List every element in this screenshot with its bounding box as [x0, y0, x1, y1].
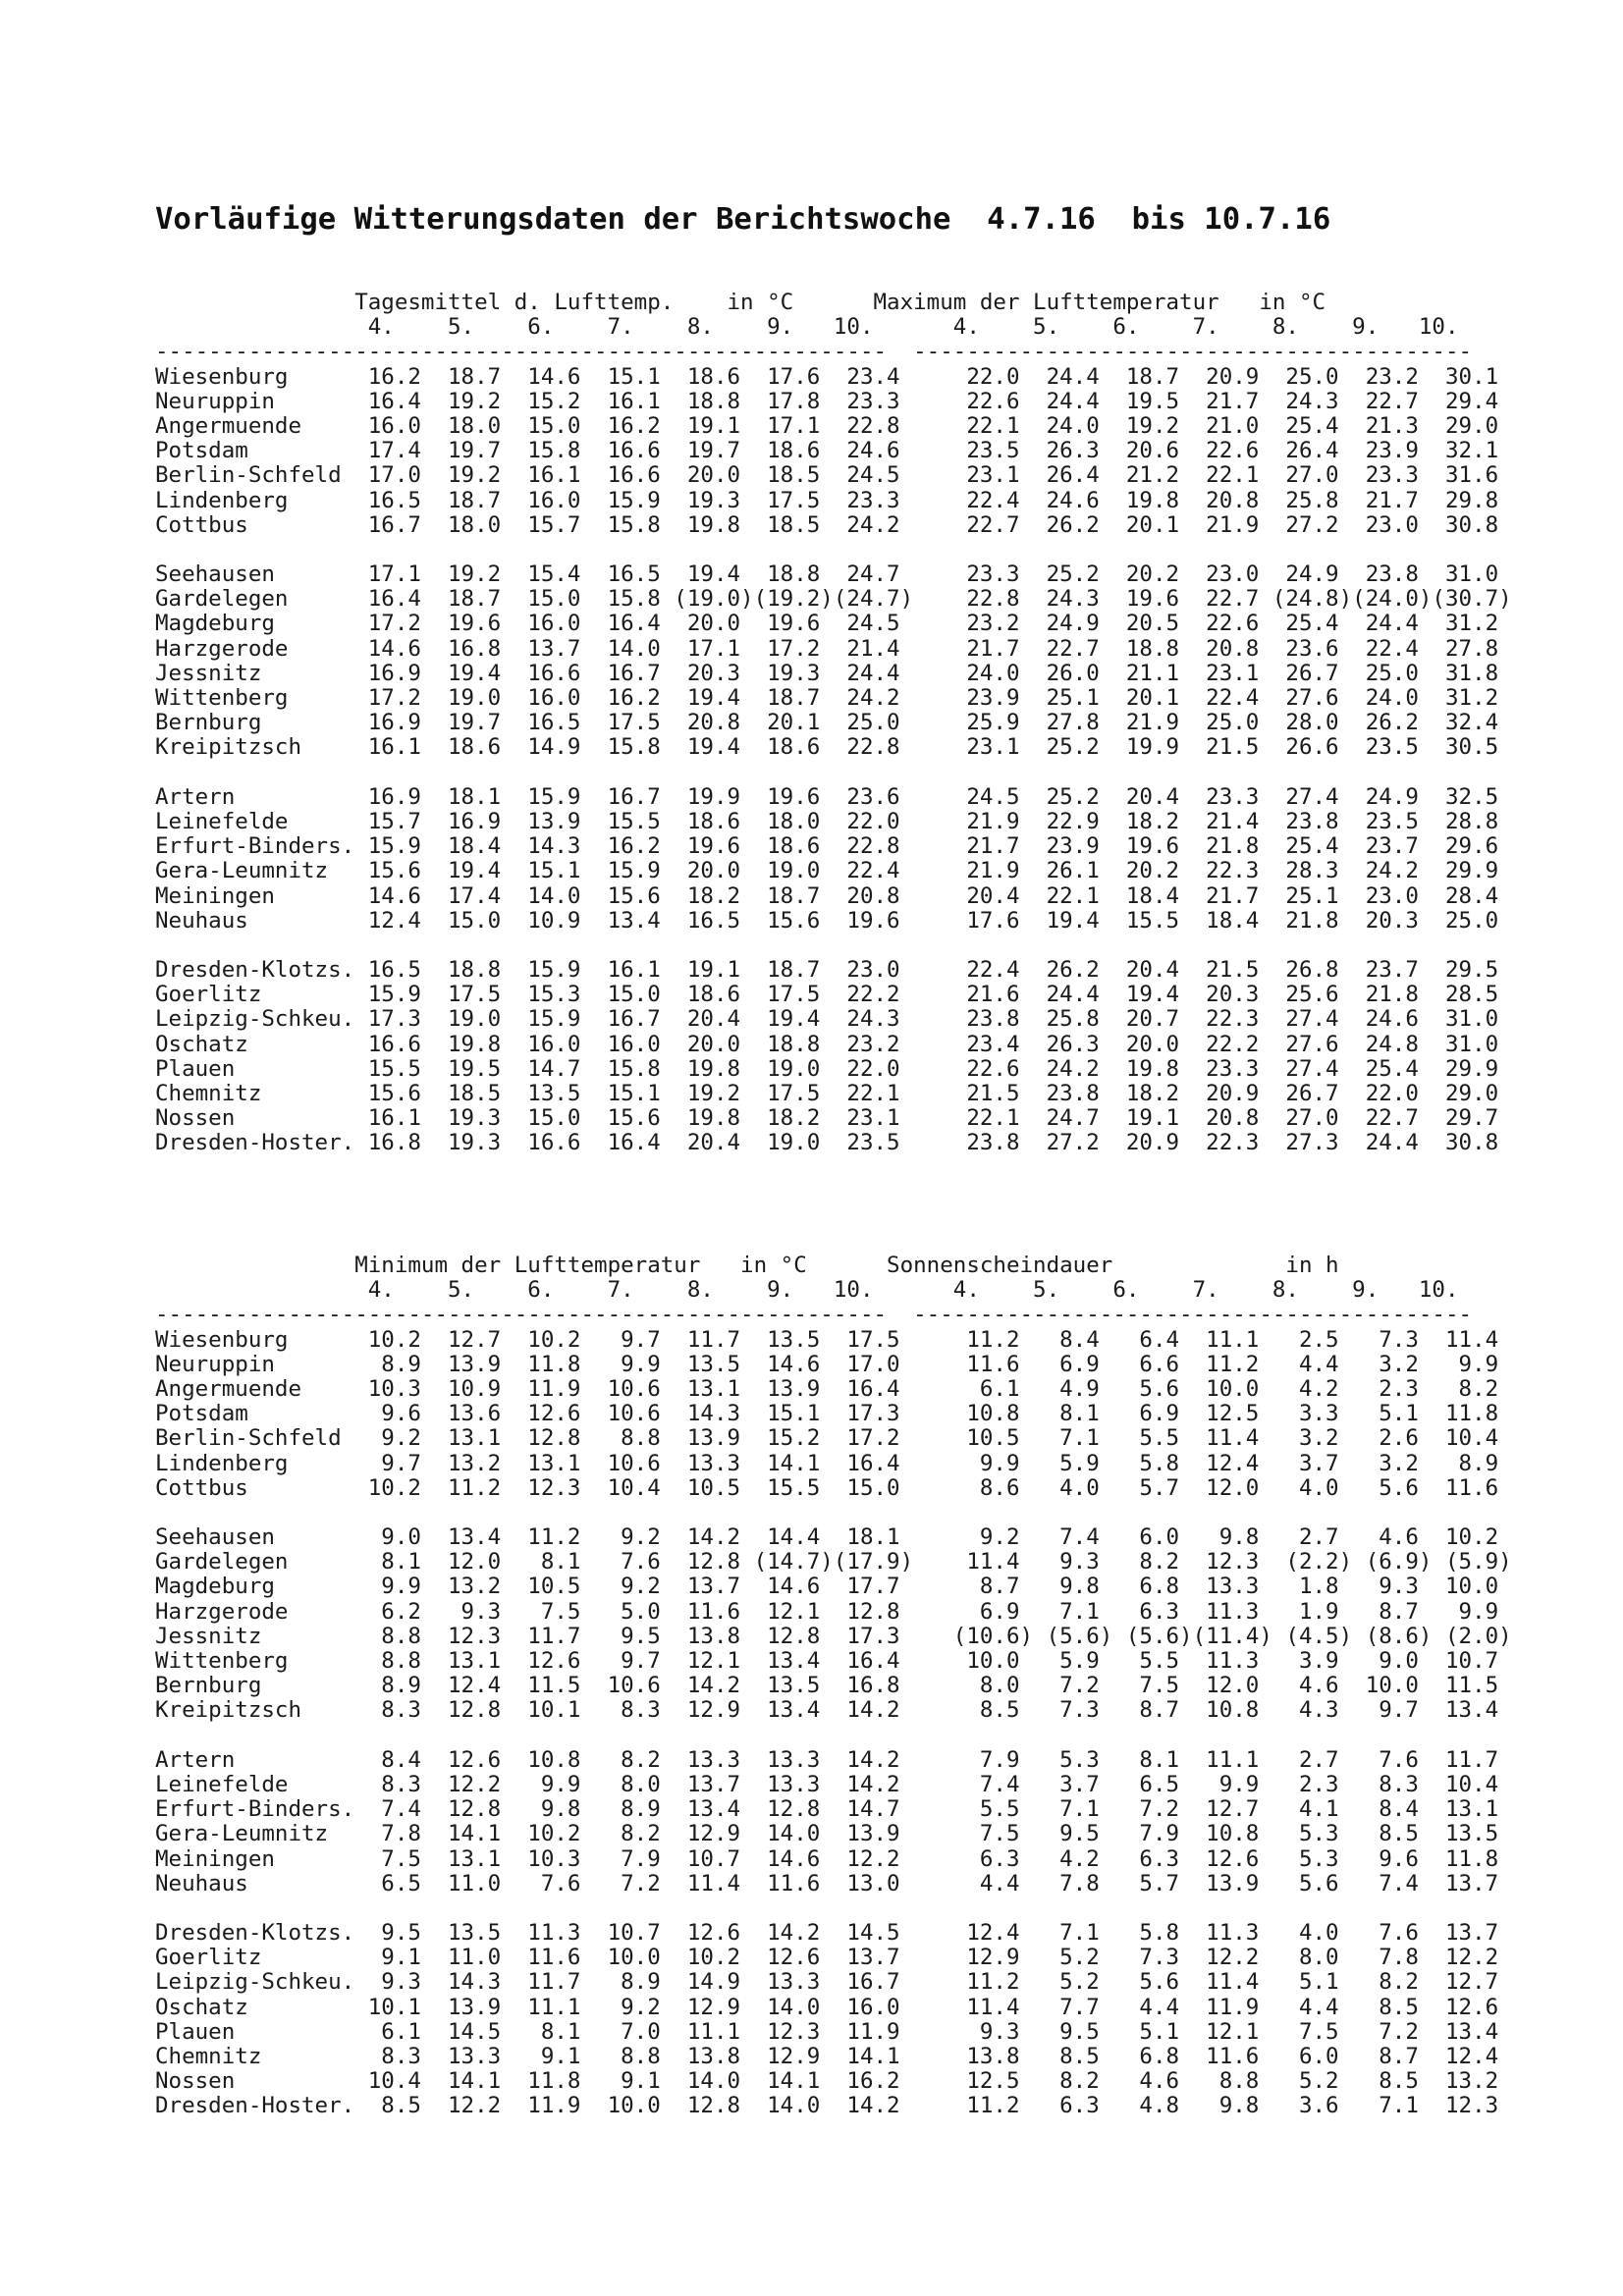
bottom-table-row: Dresden-Klotzs. 9.5 13.5 11.3 10.7 12.6 14.2 14.5 12.4 7.1 5.8 11.3 4.0 7.6 13.7	[155, 1920, 1499, 1947]
top-table-separator: ------------------------------------------------------- ------------------------------------------	[155, 339, 1473, 365]
top-table-row: Oschatz 16.6 19.8 16.0 16.0 20.0 18.8 23.2 23.4 26.3 20.0 22.2 27.6 24.8 31.0	[155, 1031, 1499, 1057]
bottom-table-row: Gardelegen 8.1 12.0 8.1 7.6 12.8 (14.7)(17.9) 11.4 9.3 8.2 12.3 (2.2) (6.9) (5.9)	[155, 1549, 1512, 1575]
weather-table-mean-max	[155, 291, 1512, 1156]
bottom-table-row: Oschatz 10.1 13.9 11.1 9.2 12.9 14.0 16.0 11.4 7.7 4.4 11.9 4.4 8.5 12.6	[155, 1994, 1499, 2020]
bottom-table-row: Artern 8.4 12.6 10.8 8.2 13.3 13.3 14.2 7.9 5.3 8.1 11.1 2.7 7.6 11.7	[155, 1746, 1499, 1773]
bottom-table-row: Wiesenburg 10.2 12.7 10.2 9.7 11.7 13.5 17.5 11.2 8.4 6.4 11.1 2.5 7.3 11.4	[155, 1326, 1499, 1353]
top-table-row: Gera-Leumnitz 15.6 19.4 15.1 15.9 20.0 19.0 22.4 21.9 26.1 20.2 22.3 28.3 24.2 29.9	[155, 858, 1499, 884]
top-table-blank-line	[155, 934, 1512, 958]
bottom-table-blank-line	[155, 1724, 1512, 1748]
bottom-table-row: Wittenberg 8.8 13.1 12.6 9.7 12.1 13.4 16.4 10.0 5.9 5.5 11.3 3.9 9.0 10.7	[155, 1648, 1499, 1674]
bottom-table-row: Cottbus 10.2 11.2 12.3 10.4 10.5 15.5 15.0 8.6 4.0 5.7 12.0 4.0 5.6 11.6	[155, 1474, 1499, 1501]
bottom-table-row: Seehausen 9.0 13.4 11.2 9.2 14.2 14.4 18.1 9.2 7.4 6.0 9.8 2.7 4.6 10.2	[155, 1524, 1499, 1551]
bottom-table-row: Leipzig-Schkeu. 9.3 14.3 11.7 8.9 14.9 13.3 16.7 11.2 5.2 5.6 11.4 5.1 8.2 12.7	[155, 1969, 1499, 1996]
top-table-row: Cottbus 16.7 18.0 15.7 15.8 19.8 18.5 24.2 22.7 26.2 20.1 21.9 27.2 23.0 30.8	[155, 511, 1499, 538]
bottom-table-day-header: 4. 5. 6. 7. 8. 9. 10. 4. 5. 6. 7. 8. 9. 10.	[155, 1277, 1459, 1304]
bottom-table-row: Neuhaus 6.5 11.0 7.6 7.2 11.4 11.6 13.0 4.4 7.8 5.7 13.9 5.6 7.4 13.7	[155, 1870, 1499, 1896]
top-table-row: Artern 16.9 18.1 15.9 16.7 19.9 19.6 23.6 24.5 25.2 20.4 23.3 27.4 24.9 32.5	[155, 783, 1499, 810]
top-table-row: Dresden-Hoster. 16.8 19.3 16.6 16.4 20.4 19.0 23.5 23.8 27.2 20.9 22.3 27.3 24.4 30.8	[155, 1130, 1499, 1156]
top-table-row: Magdeburg 17.2 19.6 16.0 16.4 20.0 19.6 24.5 23.2 24.9 20.5 22.6 25.4 24.4 31.2	[155, 611, 1499, 637]
top-table-day-header: 4. 5. 6. 7. 8. 9. 10. 4. 5. 6. 7. 8. 9. 10.	[155, 314, 1459, 341]
bottom-table-row: Kreipitzsch 8.3 12.8 10.1 8.3 12.9 13.4 14.2 8.5 7.3 8.7 10.8 4.3 9.7 13.4	[155, 1697, 1499, 1724]
top-table-row: Meiningen 14.6 17.4 14.0 15.6 18.2 18.7 20.8 20.4 22.1 18.4 21.7 25.1 23.0 28.4	[155, 882, 1499, 909]
bottom-table-row: Angermuende 10.3 10.9 11.9 10.6 13.1 13.9 16.4 6.1 4.9 5.6 10.0 4.2 2.3 8.2	[155, 1375, 1499, 1402]
top-table-row: Plauen 15.5 19.5 14.7 15.8 19.8 19.0 22.0 22.6 24.2 19.8 23.3 27.4 25.4 29.9	[155, 1055, 1499, 1082]
top-table-row: Neuhaus 12.4 15.0 10.9 13.4 16.5 15.6 19.6 17.6 19.4 15.5 18.4 21.8 20.3 25.0	[155, 907, 1499, 934]
top-table-row: Bernburg 16.9 19.7 16.5 17.5 20.8 20.1 25.0 25.9 27.8 21.9 25.0 28.0 26.2 32.4	[155, 710, 1499, 736]
top-table-row: Dresden-Klotzs. 16.5 18.8 15.9 16.1 19.1 18.7 23.0 22.4 26.2 20.4 21.5 26.8 23.7 29.5	[155, 957, 1499, 984]
bottom-table-row: Magdeburg 9.9 13.2 10.5 9.2 13.7 14.6 17.7 8.7 9.8 6.8 13.3 1.8 9.3 10.0	[155, 1574, 1499, 1600]
bottom-table-row: Jessnitz 8.8 12.3 11.7 9.5 13.8 12.8 17.3 (10.6) (5.6) (5.6)(11.4) (4.5) (8.6) (2.0)	[155, 1623, 1512, 1649]
top-table-row: Wiesenburg 16.2 18.7 14.6 15.1 18.6 17.6 23.4 22.0 24.4 18.7 20.9 25.0 23.2 30.1	[155, 363, 1499, 390]
top-table-row: Nossen 16.1 19.3 15.0 15.6 19.8 18.2 23.1 22.1 24.7 19.1 20.8 27.0 22.7 29.7	[155, 1105, 1499, 1132]
top-table-row: Leinefelde 15.7 16.9 13.9 15.5 18.6 18.0 22.0 21.9 22.9 18.2 21.4 23.8 23.5 28.8	[155, 808, 1499, 834]
bottom-table-row: Potsdam 9.6 13.6 12.6 10.6 14.3 15.1 17.3 10.8 8.1 6.9 12.5 3.3 5.1 11.8	[155, 1401, 1499, 1427]
top-table-row: Berlin-Schfeld 17.0 19.2 16.1 16.6 20.0 18.5 24.5 23.1 26.4 21.2 22.1 27.0 23.3 31.6	[155, 462, 1499, 489]
top-table-row: Harzgerode 14.6 16.8 13.7 14.0 17.1 17.2 21.4 21.7 22.7 18.8 20.8 23.6 22.4 27.8	[155, 635, 1499, 662]
top-table-row: Potsdam 17.4 19.7 15.8 16.6 19.7 18.6 24.6 23.5 26.3 20.6 22.6 26.4 23.9 32.1	[155, 438, 1499, 464]
top-table-row: Gardelegen 16.4 18.7 15.0 15.8 (19.0)(19.2)(24.7) 22.8 24.3 19.6 22.7 (24.8)(24.0)(30.7)	[155, 586, 1512, 613]
document-title: Vorläufige Witterungsdaten der Berichtswoche 4.7.16 bis 10.7.16	[155, 202, 1331, 237]
bottom-table-row: Chemnitz 8.3 13.3 9.1 8.8 13.8 12.9 14.1 13.8 8.5 6.8 11.6 6.0 8.7 12.4	[155, 2044, 1499, 2069]
bottom-table-row: Meiningen 7.5 13.1 10.3 7.9 10.7 14.6 12.2 6.3 4.2 6.3 12.6 5.3 9.6 11.8	[155, 1845, 1499, 1872]
bottom-table-row: Goerlitz 9.1 11.0 11.6 10.0 10.2 12.6 13.7 12.9 5.2 7.3 12.2 8.0 7.8 12.2	[155, 1945, 1499, 1971]
top-table-row: Lindenberg 16.5 18.7 16.0 15.9 19.3 17.5 23.3 22.4 24.6 19.8 20.8 25.8 21.7 29.8	[155, 487, 1499, 513]
bottom-table-blank-line	[155, 1501, 1512, 1525]
top-table-row: Chemnitz 15.6 18.5 13.5 15.1 19.2 17.5 22.1 21.5 23.8 18.2 20.9 26.7 22.0 29.0	[155, 1081, 1499, 1106]
bottom-table-row: Erfurt-Binders. 7.4 12.8 9.8 8.9 13.4 12.8 14.7 5.5 7.1 7.2 12.7 4.1 8.4 13.1	[155, 1796, 1499, 1823]
bottom-table-row: Harzgerode 6.2 9.3 7.5 5.0 11.6 12.1 12.8 6.9 7.1 6.3 11.3 1.9 8.7 9.9	[155, 1598, 1499, 1625]
bottom-table-row: Neuruppin 8.9 13.9 11.8 9.9 13.5 14.6 17.0 11.6 6.9 6.6 11.2 4.4 3.2 9.9	[155, 1351, 1499, 1377]
top-table-row: Jessnitz 16.9 19.4 16.6 16.7 20.3 19.3 24.4 24.0 26.0 21.1 23.1 26.7 25.0 31.8	[155, 660, 1499, 686]
bottom-table-header: Minimum der Lufttemperatur in °C Sonnenscheindauer in h	[155, 1253, 1339, 1278]
top-table-blank-line	[155, 761, 1512, 785]
bottom-table-row: Gera-Leumnitz 7.8 14.1 10.2 8.2 12.9 14.0 13.9 7.5 9.5 7.9 10.8 5.3 8.5 13.5	[155, 1821, 1499, 1847]
top-table-row: Wittenberg 17.2 19.0 16.0 16.2 19.4 18.7 24.2 23.9 25.1 20.1 22.4 27.6 24.0 31.2	[155, 685, 1499, 711]
top-table-row: Erfurt-Binders. 15.9 18.4 14.3 16.2 19.6 18.6 22.8 21.7 23.9 19.6 21.8 25.4 23.7 29.6	[155, 833, 1499, 860]
bottom-table-row: Plauen 6.1 14.5 8.1 7.0 11.1 12.3 11.9 9.3 9.5 5.1 12.1 7.5 7.2 13.4	[155, 2018, 1499, 2045]
bottom-table-separator: ------------------------------------------------------- ------------------------------------------	[155, 1302, 1473, 1328]
bottom-table-row: Leinefelde 8.3 12.2 9.9 8.0 13.7 13.3 14.2 7.4 3.7 6.5 9.9 2.3 8.3 10.4	[155, 1771, 1499, 1797]
weather-table-min-sunshine	[155, 1254, 1512, 2119]
top-table-row: Goerlitz 15.9 17.5 15.3 15.0 18.6 17.5 22.2 21.6 24.4 19.4 20.3 25.6 21.8 28.5	[155, 982, 1499, 1008]
top-table-row: Angermuende 16.0 18.0 15.0 16.2 19.1 17.1 22.8 22.1 24.0 19.2 21.0 25.4 21.3 29.0	[155, 412, 1499, 439]
top-table-blank-line	[155, 538, 1512, 562]
top-table-row: Neuruppin 16.4 19.2 15.2 16.1 18.8 17.8 23.3 22.6 24.4 19.5 21.7 24.3 22.7 29.4	[155, 388, 1499, 414]
top-table-row: Seehausen 17.1 19.2 15.4 16.5 19.4 18.8 24.7 23.3 25.2 20.2 23.0 24.9 23.8 31.0	[155, 561, 1499, 588]
bottom-table-row: Bernburg 8.9 12.4 11.5 10.6 14.2 13.5 16.8 8.0 7.2 7.5 12.0 4.6 10.0 11.5	[155, 1673, 1499, 1699]
top-table-row: Leipzig-Schkeu. 17.3 19.0 15.9 16.7 20.4 19.4 24.3 23.8 25.8 20.7 22.3 27.4 24.6 31.0	[155, 1006, 1499, 1033]
bottom-table-row: Lindenberg 9.7 13.2 13.1 10.6 13.3 14.1 16.4 9.9 5.9 5.8 12.4 3.7 3.2 8.9	[155, 1450, 1499, 1476]
bottom-table-row: Dresden-Hoster. 8.5 12.2 11.9 10.0 12.8 14.0 14.2 11.2 6.3 4.8 9.8 3.6 7.1 12.3	[155, 2093, 1499, 2119]
top-table-row: Kreipitzsch 16.1 18.6 14.9 15.8 19.4 18.6 22.8 23.1 25.2 19.9 21.5 26.6 23.5 30.5	[155, 734, 1499, 761]
bottom-table-row: Berlin-Schfeld 9.2 13.1 12.8 8.8 13.9 15.2 17.2 10.5 7.1 5.5 11.4 3.2 2.6 10.4	[155, 1425, 1499, 1452]
bottom-table-blank-line	[155, 1896, 1512, 1921]
bottom-table-row: Nossen 10.4 14.1 11.8 9.1 14.0 14.1 16.2 12.5 8.2 4.6 8.8 5.2 8.5 13.2	[155, 2068, 1499, 2095]
top-table-header: Tagesmittel d. Lufttemp. in °C Maximum der Lufttemperatur in °C	[155, 290, 1326, 315]
